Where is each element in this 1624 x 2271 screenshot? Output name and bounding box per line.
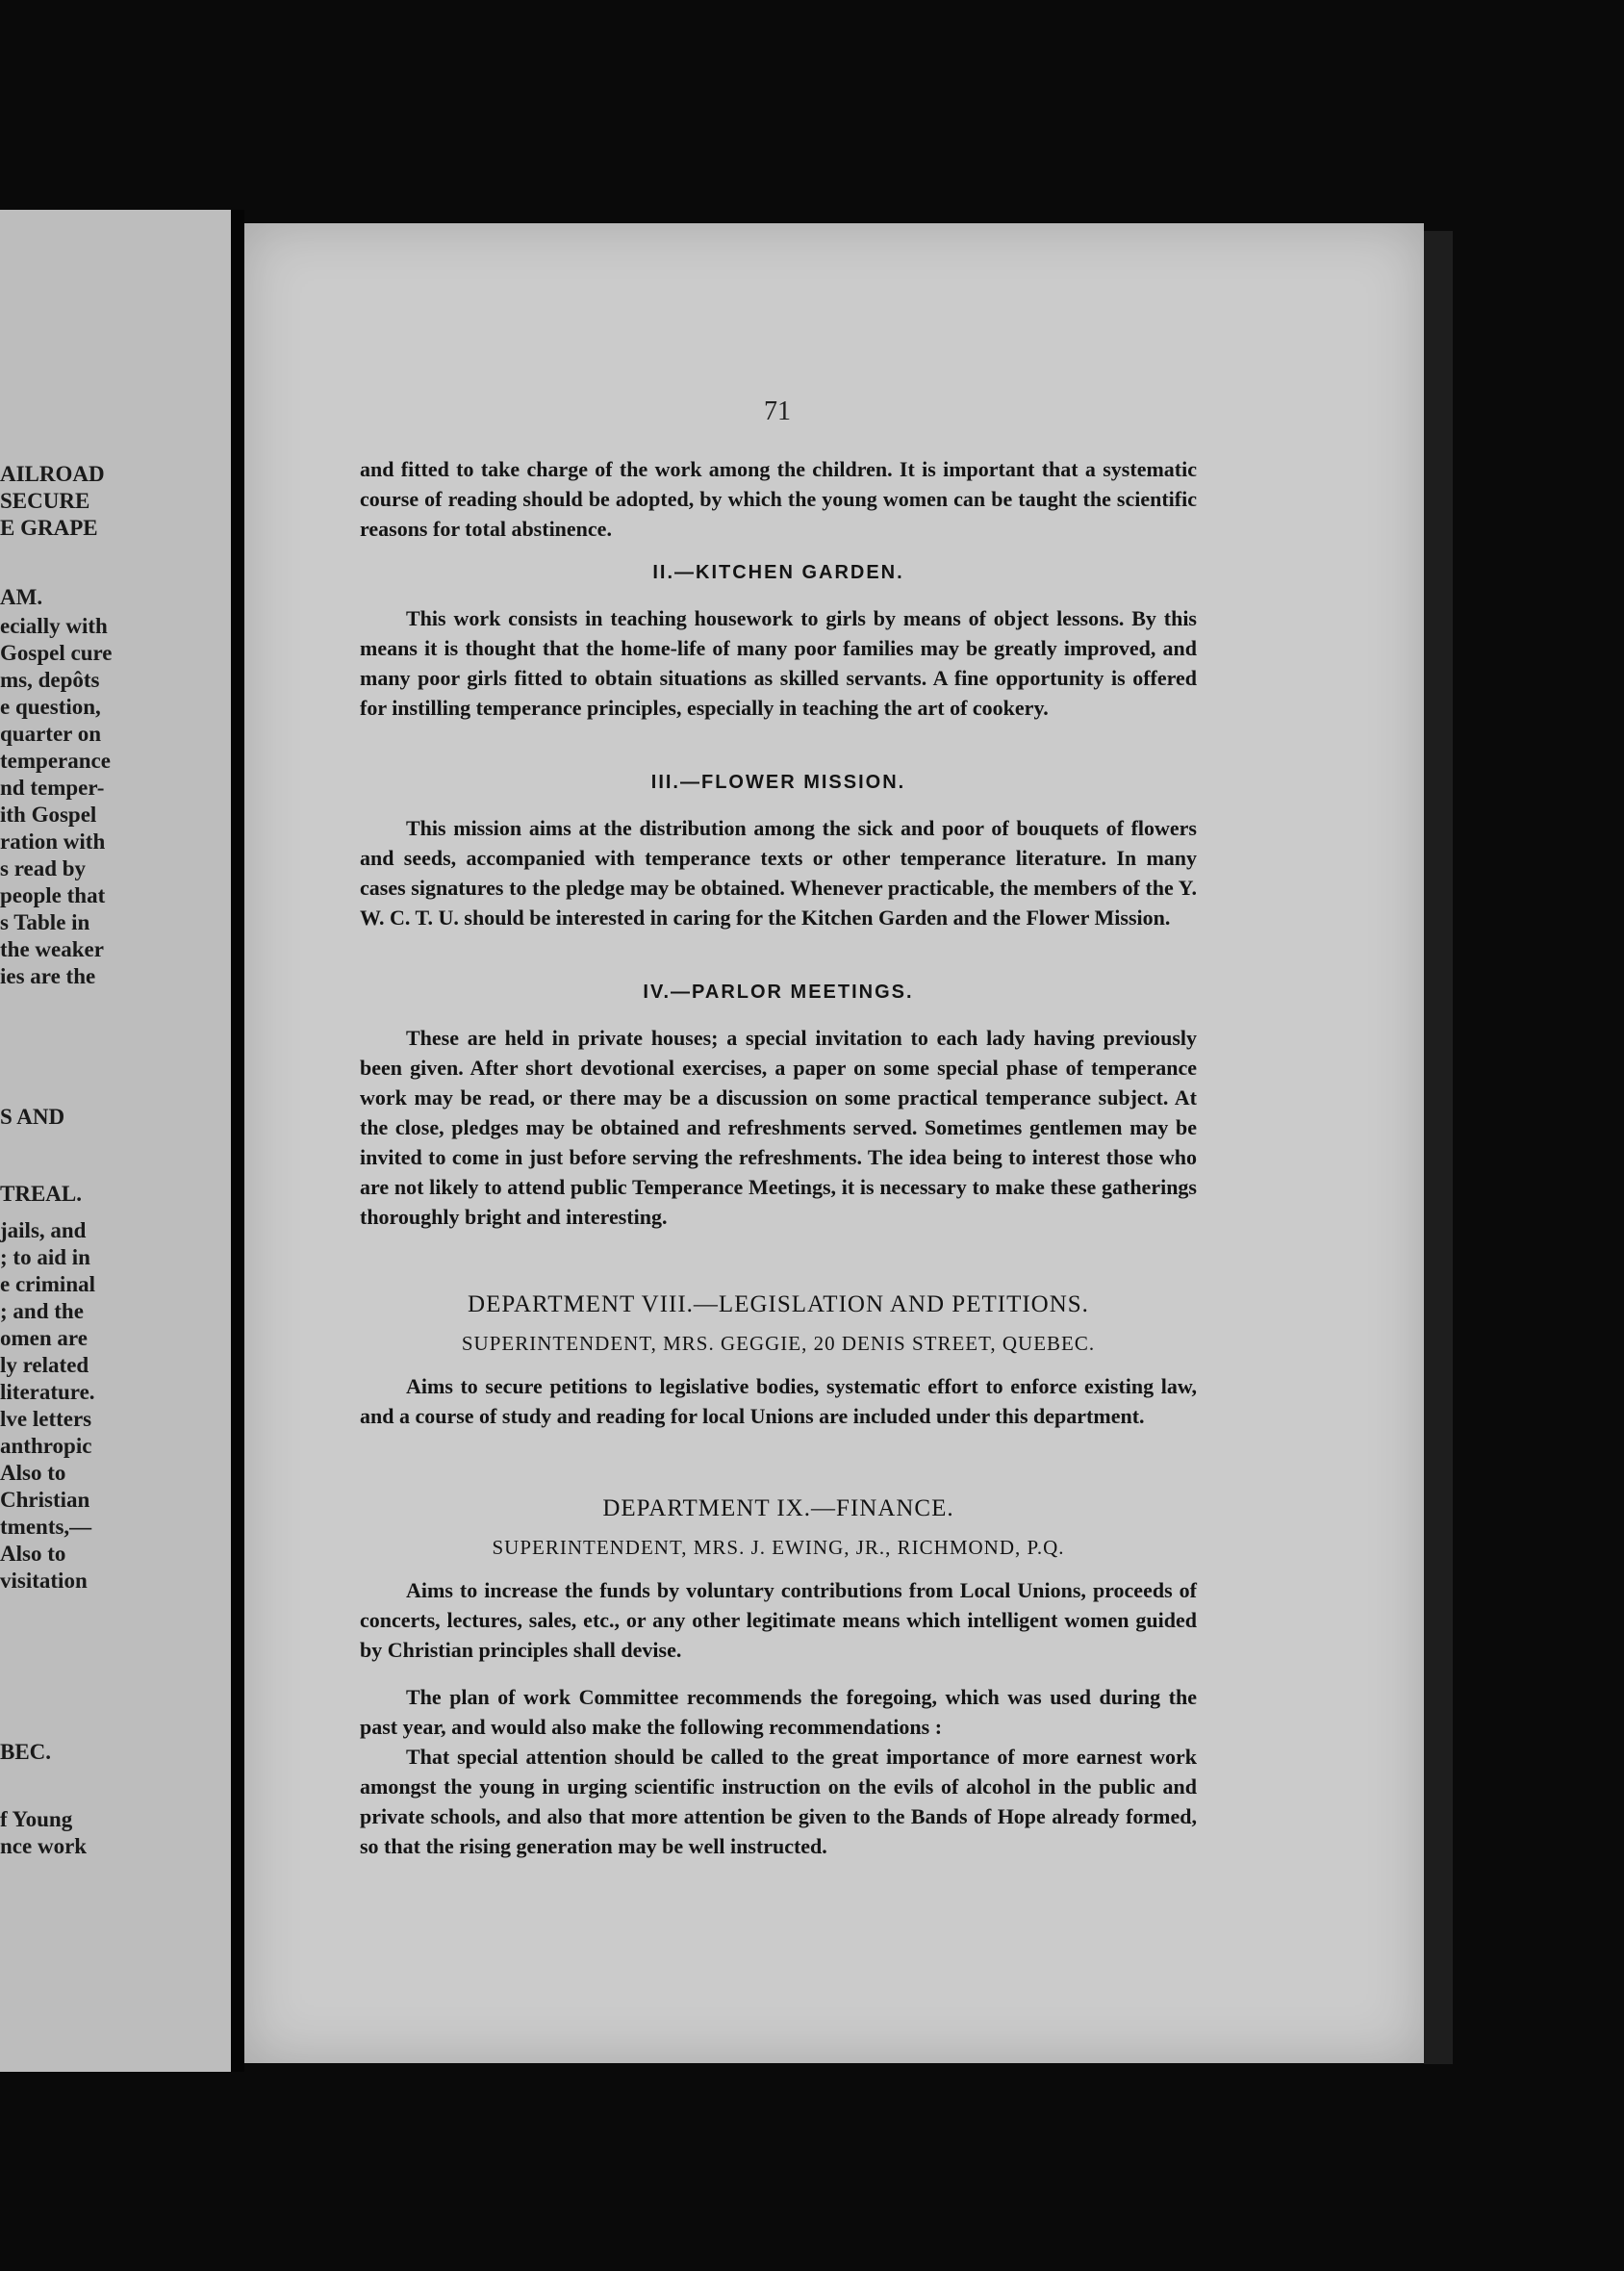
- left-page-fragment: TREAL.: [0, 1182, 82, 1206]
- left-page-fragment: jails, and: [0, 1218, 87, 1242]
- intro-paragraph: and fitted to take charge of the work among the children. It is important that a systematic course of reading should be adopted, by which the young women can be taught the scientific reasons for total abstinence.: [360, 457, 1197, 541]
- department-heading: DEPARTMENT IX.—FINANCE.: [602, 1495, 954, 1521]
- superintendent-line: SUPERINTENDENT, MRS. J. EWING, JR., RICHMOND, P.Q.: [492, 1536, 1065, 1559]
- left-page-fragment: S AND: [0, 1105, 65, 1129]
- closing-block: [360, 1682, 1197, 1861]
- department-heading: DEPARTMENT VIII.—LEGISLATION AND PETITIONS.: [468, 1291, 1089, 1317]
- left-page-fragment: e question,: [0, 695, 101, 719]
- section-flower-mission: [360, 772, 1197, 932]
- left-page-fragment: AILROAD: [0, 462, 105, 486]
- left-page-fragment: omen are: [0, 1326, 88, 1350]
- book-spine: [231, 210, 244, 2072]
- left-page-fragment: literature.: [0, 1380, 95, 1404]
- department-body: Aims to increase the funds by voluntary contributions from Local Unions, proceeds of concerts, lectures, sales, etc., or any other legitimate means which intelligent women guided by Christian principles shall devise.: [360, 1578, 1197, 1662]
- left-page: [0, 210, 233, 2072]
- left-page-fragment: nd temper-: [0, 776, 105, 800]
- superintendent-line: SUPERINTENDENT, MRS. GEGGIE, 20 DENIS STREET, QUEBEC.: [461, 1332, 1096, 1355]
- left-page-fragment: E GRAPE: [0, 516, 98, 540]
- section-body: This work consists in teaching housework to girls by means of object lessons. By this means it is thought that the home-life of many poor families may be greatly improved, and many poor girls fitted to obtain situations as skilled servants. A fine opportunity is offered for instilling temperance principles, especially in teaching the art of cookery.: [360, 606, 1197, 720]
- left-page-fragment: ith Gospel: [0, 803, 97, 827]
- department-ix: [360, 1495, 1197, 1665]
- left-page-fragment: anthropic: [0, 1434, 92, 1458]
- left-page-fragment: SECURE: [0, 489, 90, 513]
- department-body: Aims to secure petitions to legislative bodies, systematic effort to enforce existing law, and a course of study and reading for local Unions are included under this department.: [360, 1374, 1197, 1428]
- left-page-fragment: ies are the: [0, 964, 96, 988]
- section-kitchen-garden: [360, 562, 1197, 723]
- section-body: This mission aims at the distribution among the sick and poor of bouquets of flowers and seeds, accompanied with temperance texts or other temperance literature. In many cases signatures to the pledge may be obtained. Whenever practicable, the members of the Y. W. C. T. U. should be interested in caring for the Kitchen Garden and the Flower Mission.: [360, 816, 1197, 930]
- left-page-fragment: f Young: [0, 1807, 73, 1831]
- closing-paragraph: The plan of work Committee recommends the foregoing, which was used during the past year, and would also make the following recommendations :: [360, 1685, 1197, 1739]
- left-page-fragment: Also to: [0, 1461, 66, 1485]
- closing-paragraph: That special attention should be called to the great importance of more earnest work amongst the young in urging scientific instruction on the evils of alcohol in the public and private schools, and also that more attention be given to the Bands of Hope already formed, so that the rising generation may be well instructed.: [360, 1745, 1197, 1858]
- page-number: 71: [764, 396, 791, 426]
- left-page-fragment: s Table in: [0, 910, 90, 934]
- section-parlor-meetings: [360, 982, 1197, 1232]
- right-page: [244, 223, 1424, 2063]
- left-page-fragment: nce work: [0, 1834, 88, 1858]
- left-page-fragment: tments,—: [0, 1515, 92, 1539]
- left-page-fragment: ly related: [0, 1353, 89, 1377]
- left-page-fragment: ecially with: [0, 614, 108, 638]
- left-page-fragment: Also to: [0, 1542, 66, 1566]
- left-page-fragment: ms, depôts: [0, 668, 100, 692]
- left-page-fragment: e criminal: [0, 1272, 95, 1296]
- left-page-fragment: s read by: [0, 856, 87, 880]
- left-page-fragment: visitation: [0, 1569, 88, 1593]
- intro-block: [360, 454, 1197, 544]
- left-page-fragment: AM.: [0, 585, 43, 609]
- section-heading: IV.—PARLOR MEETINGS.: [643, 982, 914, 1003]
- left-page-fragment: quarter on: [0, 722, 101, 746]
- section-heading: II.—KITCHEN GARDEN.: [652, 562, 904, 583]
- section-heading: III.—FLOWER MISSION.: [650, 772, 906, 793]
- page-edge: [1424, 231, 1453, 2064]
- section-body: These are held in private houses; a special invitation to each lady having previously been given. After short devotional exercises, a paper on some special phase of temperance work may be read, or there may be a discussion on some practical temperance subject. At the close, pledges may be obtained and refreshments served. Sometimes gentlemen may be invited to come in just before serving the refreshments. The idea being to interest those who are not likely to attend public Temperance Meetings, it is necessary to make these gatherings thoroughly bright and interesting.: [360, 1026, 1197, 1229]
- left-page-fragment: ; to aid in: [0, 1245, 90, 1269]
- left-page-fragment: ration with: [0, 829, 106, 854]
- left-page-fragment: people that: [0, 883, 106, 907]
- department-viii: [360, 1291, 1197, 1431]
- left-page-fragment: BEC.: [0, 1740, 52, 1764]
- left-page-fragment: ; and the: [0, 1299, 84, 1323]
- left-page-fragment: Gospel cure: [0, 641, 113, 665]
- left-page-fragment: lve letters: [0, 1407, 92, 1431]
- left-page-fragment: the weaker: [0, 937, 104, 961]
- left-page-fragment: Christian: [0, 1488, 90, 1512]
- left-page-fragment: temperance: [0, 749, 111, 773]
